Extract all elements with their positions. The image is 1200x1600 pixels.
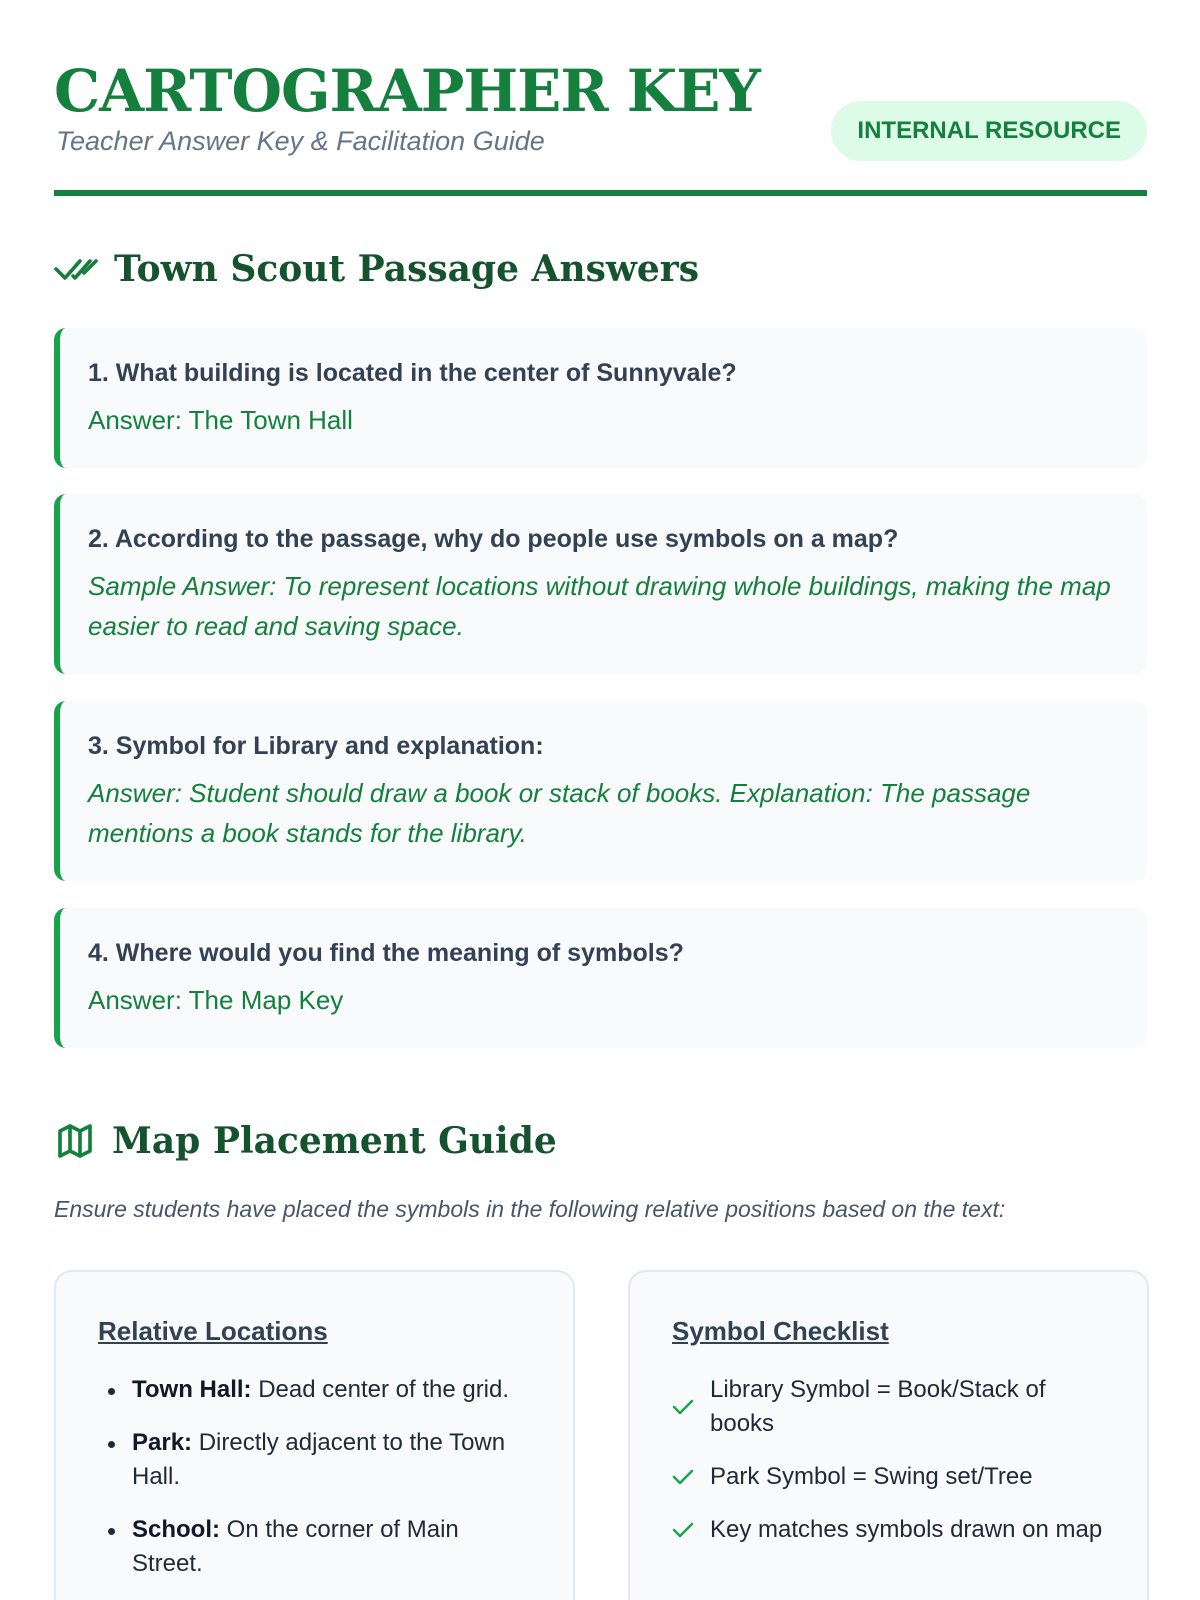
placement-heading-label: Map Placement Guide (112, 1120, 557, 1162)
relative-locations-box (54, 1270, 575, 1600)
header (54, 56, 1147, 196)
checklist-item (672, 1513, 1107, 1547)
question-text: 4. Where would you find the meaning of symbols? (88, 939, 684, 967)
list-item (98, 1426, 533, 1494)
relative-locations-heading: Relative Locations (98, 1316, 328, 1346)
checklist-item (672, 1373, 1107, 1441)
symbol-checklist-heading: Symbol Checklist (672, 1316, 889, 1346)
question-text: 2. According to the passage, why do people use symbols on a map? (88, 525, 899, 553)
internal-resource-badge: INTERNAL RESOURCE (831, 101, 1147, 161)
passage-heading-label: Town Scout Passage Answers (114, 248, 700, 290)
question-text: 1. What building is located in the center of Sunnyvale? (88, 359, 737, 387)
answer-text: Sample Answer: To represent locations without drawing whole buildings, making the map easier to read and saving space. (88, 571, 1111, 641)
location-detail: On the corner of Main Street. (132, 1516, 459, 1577)
relative-locations-list (98, 1373, 533, 1581)
location-name: Park: (132, 1429, 193, 1456)
symbol-checklist-list (672, 1373, 1107, 1547)
page-subtitle: Teacher Answer Key & Facilitation Guide (56, 126, 545, 156)
answer-text: Answer: The Town Hall (88, 405, 353, 435)
location-detail: Dead center of the grid. (251, 1376, 510, 1403)
question-card (54, 328, 1147, 468)
placement-note: Ensure students have placed the symbols in the following relative positions based on the text: (54, 1196, 1006, 1222)
symbol-checklist-box (628, 1270, 1149, 1600)
location-name: School: (132, 1516, 220, 1543)
answer-text: Answer: The Map Key (88, 985, 344, 1015)
question-card (54, 494, 1147, 674)
check-icon (672, 1521, 696, 1539)
list-item (98, 1373, 533, 1407)
checklist-item-text: Key matches symbols drawn on map (710, 1516, 1103, 1543)
double-check-icon (54, 254, 98, 284)
checklist-item-text: Park Symbol = Swing set/Tree (710, 1463, 1033, 1490)
location-detail: Directly adjacent to the Town Hall. (132, 1429, 506, 1490)
checklist-item-text: Library Symbol = Book/Stack of books (710, 1376, 1046, 1437)
page-title: CARTOGRAPHER KEY (54, 57, 760, 125)
question-card (54, 908, 1147, 1048)
checklist-item (672, 1460, 1107, 1494)
question-card (54, 701, 1147, 881)
list-item (98, 1513, 533, 1581)
map-icon (54, 1121, 96, 1161)
answer-text: Answer: Student should draw a book or stack of books. Explanation: The passage mentions a book stands for the library. (88, 778, 1031, 848)
check-icon (672, 1468, 696, 1486)
passage-section-heading (54, 248, 699, 290)
location-name: Town Hall: (132, 1376, 252, 1403)
question-text: 3. Symbol for Library and explanation: (88, 732, 544, 760)
check-icon (672, 1398, 696, 1416)
placement-section-heading (54, 1120, 557, 1162)
